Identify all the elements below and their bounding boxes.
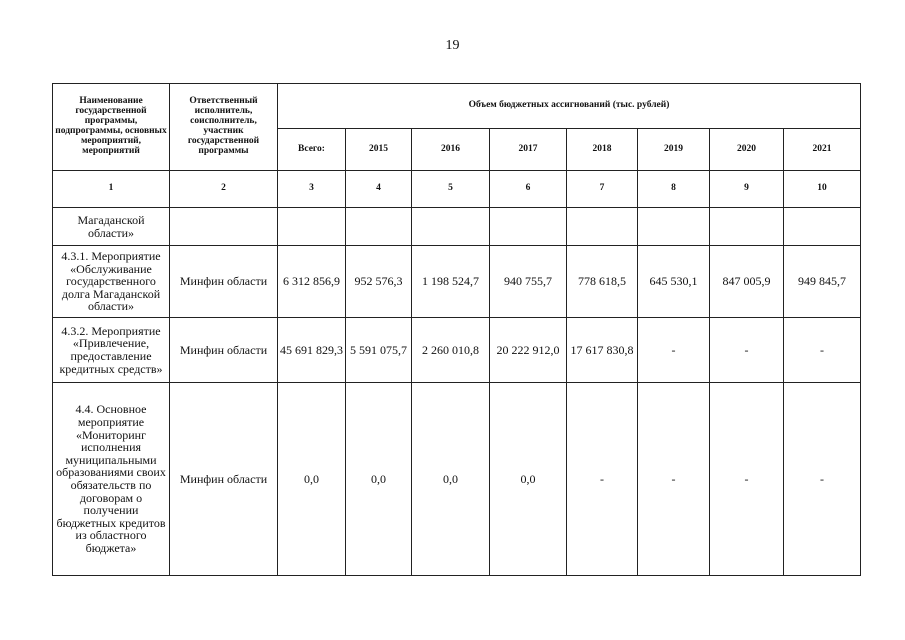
row-value bbox=[638, 208, 710, 246]
row-value: 940 755,7 bbox=[490, 246, 567, 318]
header-total: Всего: bbox=[278, 129, 346, 171]
column-number: 10 bbox=[784, 171, 861, 208]
table-row bbox=[53, 246, 861, 318]
table-row bbox=[53, 383, 861, 576]
row-value: 17 617 830,8 bbox=[567, 318, 638, 383]
header-year-2015: 2015 bbox=[346, 129, 412, 171]
header-year-2021: 2021 bbox=[784, 129, 861, 171]
column-number: 6 bbox=[490, 171, 567, 208]
page-number: 19 bbox=[445, 38, 460, 53]
row-value: 0,0 bbox=[346, 383, 412, 576]
header-year-2018: 2018 bbox=[567, 129, 638, 171]
row-value: 645 530,1 bbox=[638, 246, 710, 318]
row-value: 778 618,5 bbox=[567, 246, 638, 318]
header-year-2017: 2017 bbox=[490, 129, 567, 171]
column-number: 7 bbox=[567, 171, 638, 208]
row-name: 4.3.1. Мероприятие «Обслуживание государственного долга Магаданской области» bbox=[53, 246, 170, 318]
row-value: 2 260 010,8 bbox=[412, 318, 490, 383]
row-value: 952 576,3 bbox=[346, 246, 412, 318]
row-responsible: Минфин области bbox=[170, 246, 278, 318]
header-budget-group: Объем бюджетных ассигнований (тыс. рублей) bbox=[278, 84, 861, 129]
column-number: 3 bbox=[278, 171, 346, 208]
row-value: 0,0 bbox=[278, 383, 346, 576]
row-value: - bbox=[638, 383, 710, 576]
row-value: - bbox=[638, 318, 710, 383]
column-number-row bbox=[53, 171, 861, 208]
row-value: 20 222 912,0 bbox=[490, 318, 567, 383]
column-number: 9 bbox=[710, 171, 784, 208]
row-value: 45 691 829,3 bbox=[278, 318, 346, 383]
header-year-2016: 2016 bbox=[412, 129, 490, 171]
row-value: - bbox=[784, 383, 861, 576]
row-value bbox=[412, 208, 490, 246]
budget-allocation-table bbox=[52, 83, 861, 576]
column-number: 5 bbox=[412, 171, 490, 208]
row-value bbox=[490, 208, 567, 246]
row-responsible: Минфин области bbox=[170, 318, 278, 383]
row-value: 1 198 524,7 bbox=[412, 246, 490, 318]
row-value: - bbox=[710, 383, 784, 576]
row-value: 847 005,9 bbox=[710, 246, 784, 318]
row-value bbox=[710, 208, 784, 246]
row-value: - bbox=[567, 383, 638, 576]
row-value bbox=[346, 208, 412, 246]
header-name: Наименование государственной программы, подпрограммы, основных мероприятий, мероприятий bbox=[53, 84, 170, 171]
row-name: 4.3.2. Мероприятие «Привлечение, предоставление кредитных средств» bbox=[53, 318, 170, 383]
header-responsible: Ответственный исполнитель, соисполнитель, участник государственной программы bbox=[170, 84, 278, 171]
row-responsible bbox=[170, 208, 278, 246]
row-value: 5 591 075,7 bbox=[346, 318, 412, 383]
column-number: 1 bbox=[53, 171, 170, 208]
header-year-2019: 2019 bbox=[638, 129, 710, 171]
row-value: - bbox=[710, 318, 784, 383]
row-value bbox=[784, 208, 861, 246]
table-row bbox=[53, 318, 861, 383]
row-value: 0,0 bbox=[490, 383, 567, 576]
column-number: 2 bbox=[170, 171, 278, 208]
table-row bbox=[53, 208, 861, 246]
row-responsible: Минфин области bbox=[170, 383, 278, 576]
row-value: 6 312 856,9 bbox=[278, 246, 346, 318]
row-name: 4.4. Основное мероприятие «Мониторинг исполнения муниципальными образованиями своих обязательств по договорам о получении бюджетных кредитов из областного бюджета» bbox=[53, 383, 170, 576]
row-name: Магаданской области» bbox=[53, 208, 170, 246]
row-value bbox=[278, 208, 346, 246]
row-value: - bbox=[784, 318, 861, 383]
row-value: 0,0 bbox=[412, 383, 490, 576]
column-number: 4 bbox=[346, 171, 412, 208]
header-year-2020: 2020 bbox=[710, 129, 784, 171]
row-value: 949 845,7 bbox=[784, 246, 861, 318]
row-value bbox=[567, 208, 638, 246]
column-number: 8 bbox=[638, 171, 710, 208]
